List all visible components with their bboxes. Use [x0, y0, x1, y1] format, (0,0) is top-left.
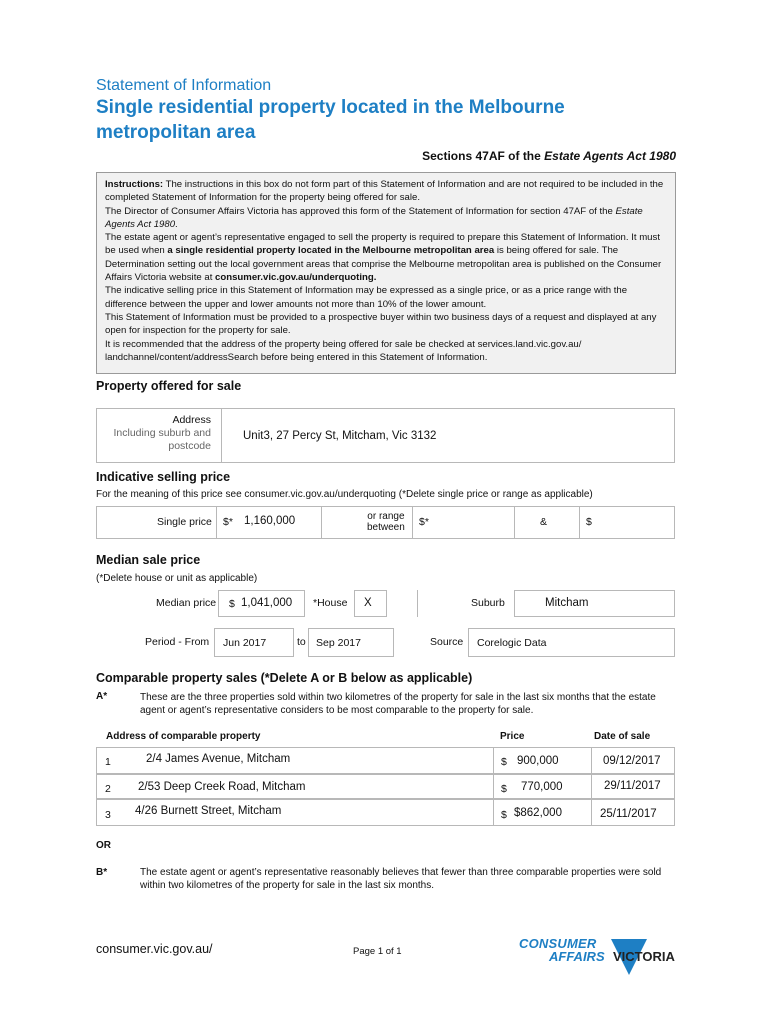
- instructions-box: [96, 172, 676, 374]
- act-name: Estate Agents Act 1980: [544, 149, 676, 163]
- divider: [417, 590, 418, 617]
- instructions-p5: This Statement of Information must be provided to a prospective buyer within two business days of a request and displayed at any open for inspection for the property for sale.: [105, 311, 657, 337]
- option-b-label: B*: [96, 867, 108, 878]
- comparable-price[interactable]: $862,000: [514, 807, 562, 819]
- page-number: Page 1 of 1: [353, 946, 402, 957]
- comparable-price[interactable]: 770,000: [521, 781, 563, 793]
- divider: [514, 507, 515, 538]
- period-from-box: [214, 628, 294, 657]
- logo-line-2a: AFFAIRS: [549, 949, 605, 964]
- document-type: Statement of Information: [96, 77, 272, 94]
- underquoting-link[interactable]: consumer.vic.gov.au/underquoting.: [215, 272, 377, 284]
- divider: [321, 507, 322, 538]
- median-price-label: Median price: [156, 597, 217, 609]
- house-box: [354, 590, 387, 617]
- divider: [579, 507, 580, 538]
- instructions-p1: Instructions: The instructions in this box do not form part of this Statement of Information and are not required to be included in the completed Statement of Information for the property being offered for sale.: [105, 179, 664, 204]
- row-number: 2: [105, 783, 111, 795]
- period-to-label: to: [297, 636, 306, 648]
- range-low-field[interactable]: [419, 507, 514, 538]
- divider: [216, 507, 217, 538]
- range-high-prefix: $: [586, 516, 592, 528]
- comparable-address[interactable]: 2/53 Deep Creek Road, Mitcham: [138, 781, 306, 793]
- indicative-heading: Indicative selling price: [96, 470, 231, 484]
- footer-website[interactable]: consumer.vic.gov.au/: [96, 942, 213, 956]
- divider: [493, 775, 494, 798]
- period-to-box: [308, 628, 394, 657]
- suburb-label: Suburb: [471, 597, 505, 609]
- property-heading: Property offered for sale: [96, 379, 242, 393]
- source-box: [468, 628, 675, 657]
- instructions-p6: It is recommended that the address of the property being offered for sale be checked at services.land.vic.gov.au/ landchannel/content/addressSearch before being entered in this Statement of Information.: [105, 338, 582, 363]
- period-to-field[interactable]: Sep 2017: [316, 637, 361, 649]
- indicative-note: For the meaning of this price see consumer.vic.gov.au/underquoting (*Delete single price or range as applicable): [96, 489, 593, 500]
- period-label: Period - From: [145, 636, 210, 648]
- period-from-field[interactable]: Jun 2017: [223, 637, 267, 649]
- comparable-date[interactable]: 25/11/2017: [600, 808, 657, 820]
- source-field[interactable]: Corelogic Data: [477, 637, 547, 649]
- comparable-date[interactable]: 09/12/2017: [603, 755, 661, 767]
- median-price-box: [218, 590, 305, 617]
- single-price-label: Single price: [157, 516, 212, 528]
- col-price-header: Price: [500, 731, 525, 742]
- comparable-price[interactable]: 900,000: [517, 755, 559, 767]
- indicative-price-box: [96, 506, 675, 539]
- divider: [591, 748, 592, 773]
- address-sublabel-1: Including suburb and: [113, 427, 211, 439]
- divider: [493, 800, 494, 825]
- single-price-field[interactable]: 1,160,000: [244, 515, 296, 527]
- comparable-date[interactable]: 29/11/2017: [604, 780, 661, 792]
- divider: [591, 800, 592, 825]
- range-label: or range between: [367, 511, 405, 533]
- median-price-prefix: $: [229, 598, 235, 610]
- sections-reference: Sections 47AF of the Estate Agents Act 1980: [422, 149, 676, 163]
- address-label: Address: [172, 414, 211, 426]
- consumer-affairs-victoria-logo: [519, 936, 684, 984]
- median-heading: Median sale price: [96, 553, 201, 567]
- option-a-label: A*: [96, 691, 108, 702]
- median-note: (*Delete house or unit as applicable): [96, 573, 258, 584]
- range-low-prefix: $*: [419, 516, 429, 528]
- title-line-1: Single residential property located in the Melbourne: [96, 97, 565, 118]
- table-row: [96, 774, 675, 799]
- median-price-field[interactable]: 1,041,000: [241, 597, 293, 609]
- instructions-p2: The Director of Consumer Affairs Victoria has approved this form of the Statement of Information for section 47AF of the Estate Agents Act 1980.: [105, 205, 643, 230]
- range-ampersand: &: [540, 516, 548, 528]
- comparable-heading: Comparable property sales (*Delete A or B below as applicable): [96, 671, 473, 685]
- logo-line-2b: VICTORIA: [613, 949, 675, 964]
- single-price-prefix: $*: [223, 516, 233, 528]
- address-sublabel-2: postcode: [168, 440, 211, 452]
- table-row: [96, 799, 675, 826]
- address-divider: [221, 409, 222, 462]
- house-field[interactable]: X: [364, 597, 372, 609]
- comparable-address[interactable]: 2/4 James Avenue, Mitcham: [146, 753, 291, 765]
- instructions-p3: The estate agent or agent’s representative engaged to sell the property is required to prepare this Statement of Information. It must be used when a single residential property located in the Melbourne metropolitan area is being offered for sale. The Determination setting out the local government areas that comprise the Melbourne metropolitan area is published on the Consumer Affairs Victoria website at consumer.vic.gov.au/underquoting.: [105, 232, 662, 284]
- or-label: OR: [96, 840, 111, 851]
- address-field[interactable]: Unit3, 27 Percy St, Mitcham, Vic 3132: [243, 430, 437, 442]
- price-currency: $: [501, 756, 507, 768]
- divider: [493, 748, 494, 773]
- comparable-address[interactable]: 4/26 Burnett Street, Mitcham: [135, 805, 282, 817]
- page-title: [96, 95, 696, 145]
- option-b-text: The estate agent or agent’s representative reasonably believes that fewer than three comparable properties were sold within two kilometres of the property for sale in the last six months.: [140, 867, 662, 891]
- price-currency: $: [501, 809, 507, 821]
- col-address-header: Address of comparable property: [106, 731, 261, 742]
- logo-line-1: CONSUMER: [519, 936, 597, 951]
- divider: [591, 775, 592, 798]
- house-label: *House: [313, 597, 348, 609]
- divider: [412, 507, 413, 538]
- instructions-p4: The indicative selling price in this Statement of Information may be expressed as a single price, or as a price range with the difference between the upper and lower amounts not more than 10% of the lower amount.: [105, 285, 628, 310]
- source-label: Source: [430, 636, 464, 648]
- property-address-box: [96, 408, 675, 463]
- title-line-2: metropolitan area: [96, 122, 256, 143]
- row-number: 1: [105, 756, 111, 768]
- row-number: 3: [105, 809, 111, 821]
- suburb-box: [514, 590, 675, 617]
- price-currency: $: [501, 783, 507, 795]
- range-high-field[interactable]: [586, 507, 674, 538]
- option-a-text: These are the three properties sold within two kilometres of the property for sale in the last six months that the estate agent or agent’s representative considers to be most comparable to the property for sale.: [140, 692, 656, 716]
- col-date-header: Date of sale: [594, 731, 651, 742]
- suburb-field[interactable]: Mitcham: [545, 597, 589, 609]
- table-row: [96, 747, 675, 774]
